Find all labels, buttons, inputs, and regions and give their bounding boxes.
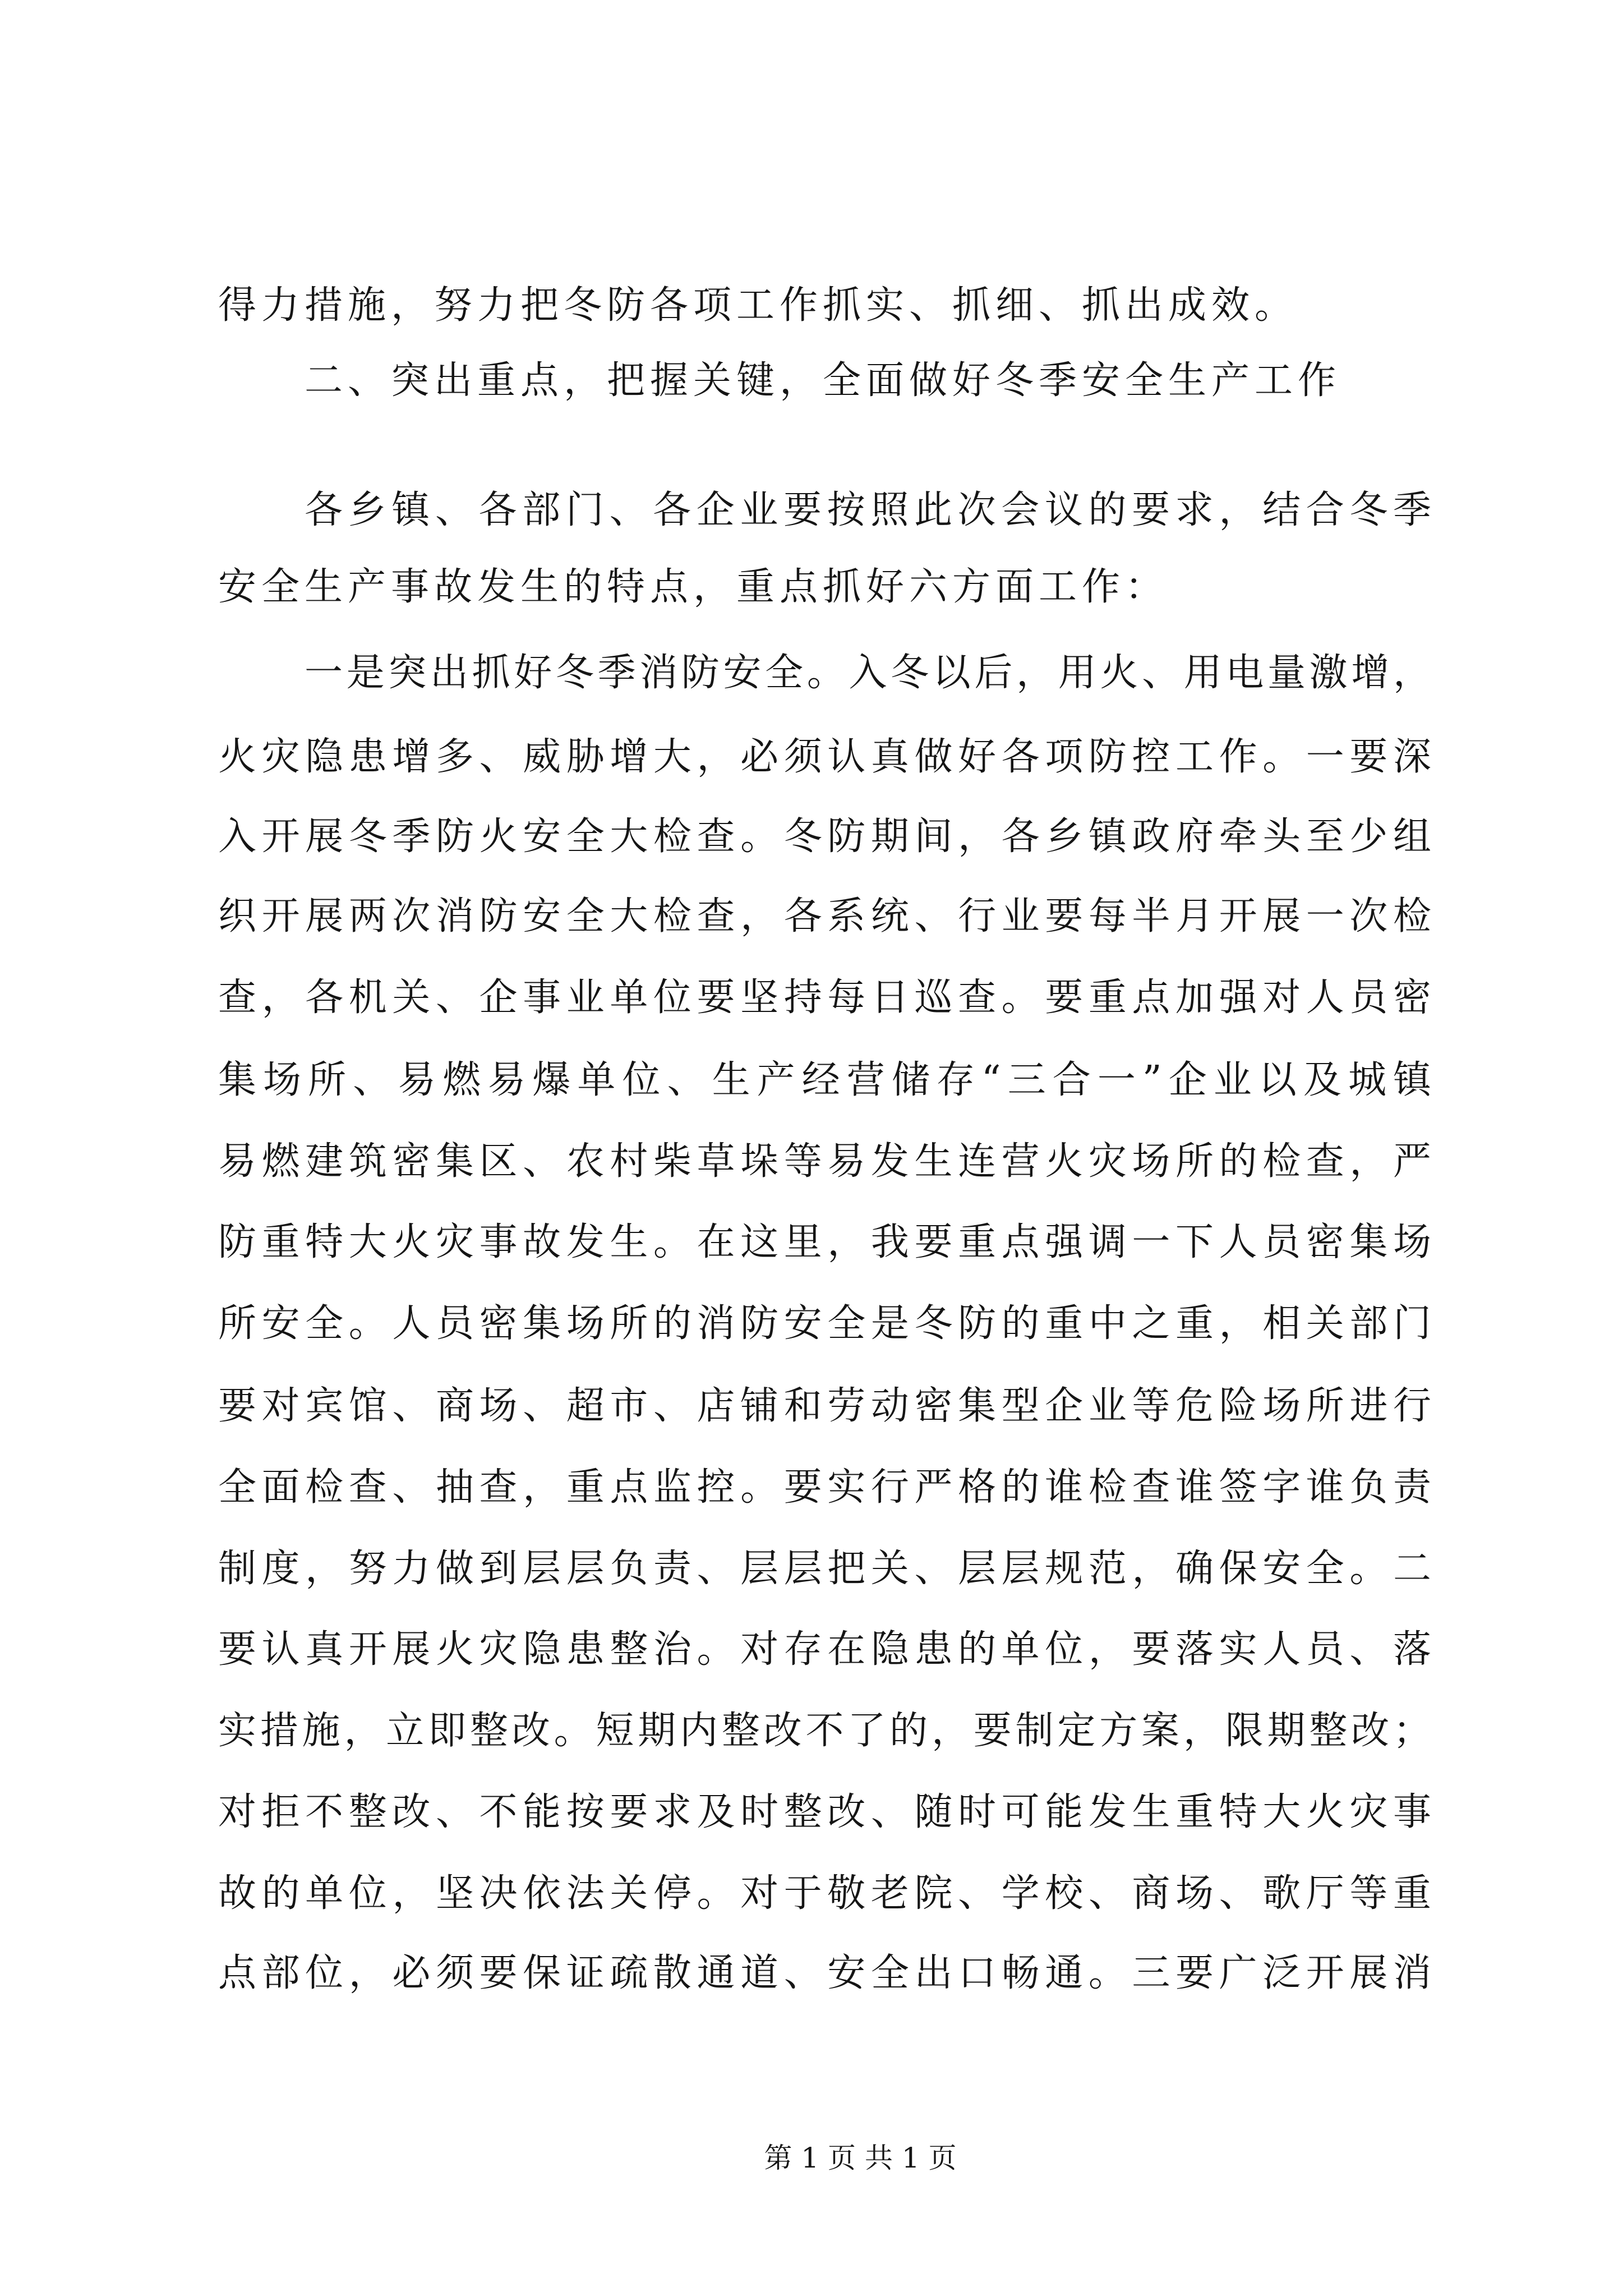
page-footer: 第 1 页 共 1 页 — [764, 2142, 957, 2174]
text-line: 得力措施，努力把冬防各项工作抓实、抓细、抓出成效。 — [218, 283, 1298, 328]
text-line: 一是突出抓好冬季消防安全。入冬以后，用火、用电量激增， — [305, 651, 1431, 695]
text-line: 所安全。人员密集场所的消防安全是冬防的重中之重，相关部门 — [218, 1301, 1431, 1346]
text-line: 集场所、易燃易爆单位、生产经营储存“三合一”企业以及城镇 — [218, 1058, 1431, 1102]
text-line: 入开展冬季防火安全大检查。冬防期间，各乡镇政府牵头至少组 — [218, 815, 1431, 859]
text-line: 查，各机关、企事业单位要坚持每日巡查。要重点加强对人员密 — [218, 976, 1431, 1020]
text-line: 易燃建筑密集区、农村柴草垛等易发生连营火灾场所的检查，严 — [218, 1139, 1431, 1184]
text-line: 故的单位，坚决依法关停。对于敬老院、学校、商场、歌厅等重 — [218, 1871, 1431, 1916]
text-line: 防重特大火灾事故发生。在这里，我要重点强调一下人员密集场 — [218, 1220, 1431, 1264]
text-line: 要对宾馆、商场、超市、店铺和劳动密集型企业等危险场所进行 — [218, 1384, 1431, 1428]
text-line: 安全生产事故发生的特点，重点抓好六方面工作： — [218, 565, 1169, 609]
text-line: 实措施，立即整改。短期内整改不了的，要制定方案，限期整改； — [218, 1709, 1431, 1753]
text-line: 全面检查、抽查，重点监控。要实行严格的谁检查谁签字谁负责 — [218, 1465, 1431, 1510]
text-line: 点部位，必须要保证疏散通道、安全出口畅通。三要广泛开展消 — [218, 1951, 1431, 1995]
text-line: 制度，努力做到层层负责、层层把关、层层规范，确保安全。二 — [218, 1547, 1431, 1591]
section-heading: 二、突出重点，把握关键，全面做好冬季安全生产工作 — [305, 358, 1341, 403]
text-line: 各乡镇、各部门、各企业要按照此次会议的要求，结合冬季 — [305, 488, 1431, 532]
text-line: 织开展两次消防安全大检查，各系统、行业要每半月开展一次检 — [218, 894, 1431, 938]
text-line: 火灾隐患增多、威胁增大，必须认真做好各项防控工作。一要深 — [218, 735, 1431, 779]
text-line: 对拒不整改、不能按要求及时整改、随时可能发生重特大火灾事 — [218, 1790, 1431, 1834]
text-line: 要认真开展火灾隐患整治。对存在隐患的单位，要落实人员、落 — [218, 1627, 1431, 1672]
